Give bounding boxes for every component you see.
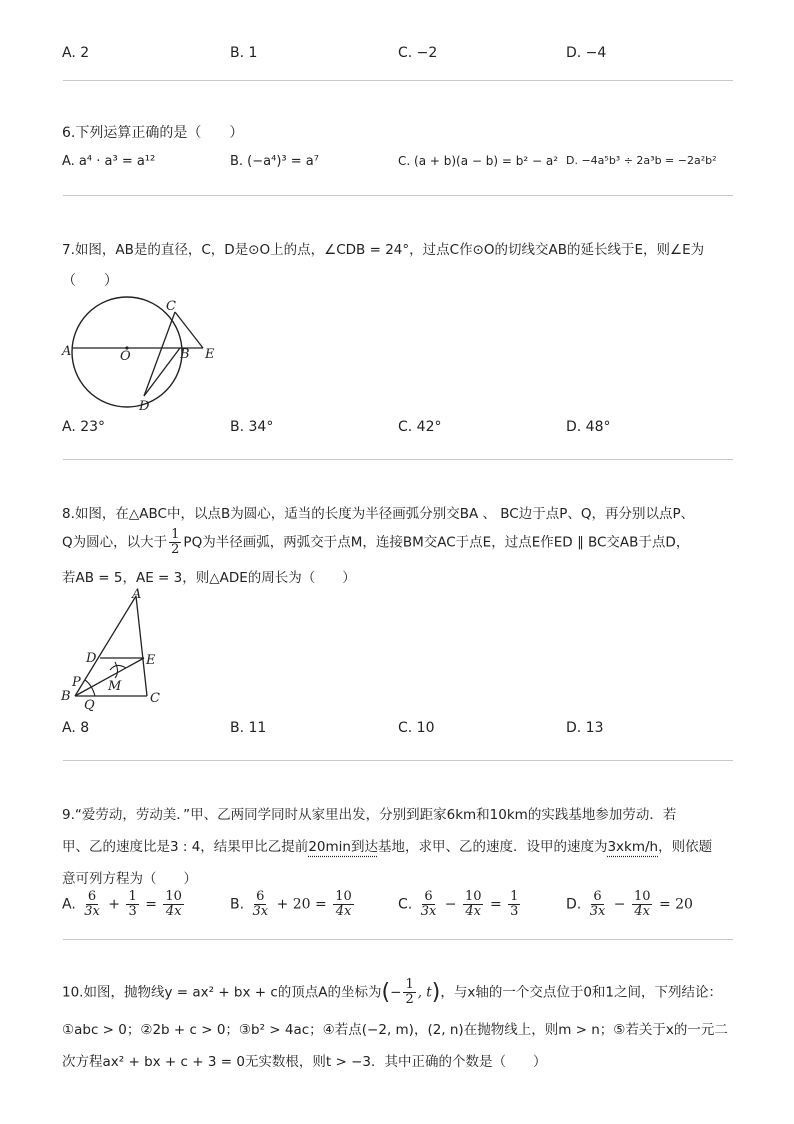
q6-option-a: A. a⁴ · a³ = a¹² xyxy=(62,154,156,169)
q10-frac-den: 2 xyxy=(405,992,414,1007)
q9-option-d: D. $\frac{6}{3x}$ − $\frac{10}{4x}$ = 20 xyxy=(566,889,693,919)
q8-option-d: D. 13 xyxy=(566,720,604,736)
q7-stem-line1: 7.如图，AB是的直径，C，D是⊙O上的点，∠CDB = 24°，过点C作⊙O的切线交AB的延长线于E，则∠E为 xyxy=(62,242,705,258)
q8-stem-line3: 若AB = 5，AE = 3，则△ADE的周长为（ ） xyxy=(62,570,356,586)
q6-option-c: C. (a + b)(a − b) = b² − a² xyxy=(398,154,559,168)
q8-label-c: C xyxy=(150,691,160,706)
q9-stem-line2 xyxy=(62,835,712,855)
q9-stem-line1: 9.“爱劳动，劳动美．”甲、乙两同学同时从家里出发，分别到距家6km和10km的实践基地参加劳动．若 xyxy=(62,807,677,823)
q10-stem-line3: 次方程ax² + bx + c + 3 = 0无实数根，则t > −3．其中正确的个数是（ ） xyxy=(62,1054,547,1070)
q8-triangle-figure xyxy=(60,588,170,713)
q8-fraction xyxy=(169,528,181,557)
divider xyxy=(63,80,733,81)
q6-option-d: D. −4a⁵b³ ÷ 2a³b = −2a²b² xyxy=(566,154,717,167)
q9-stem-line3: 意可列方程为（ ） xyxy=(62,871,197,887)
q10-stem-line2: ①abc > 0；②2b + c > 0；③b² > 4ac；④若点(−2, m)，(2, n)在抛物线上，则m > n；⑤若关于x的一元二 xyxy=(62,1022,728,1038)
q8-frac-num: 1 xyxy=(171,527,180,542)
q9-option-c: C. $\frac{6}{3x}$ − $\frac{10}{4x}$ = $\frac{1}{3}$ xyxy=(398,889,519,919)
q8-frac-den: 2 xyxy=(171,542,180,557)
q8-label-m: M xyxy=(108,679,122,694)
q10-stem-line1: 10.如图，抛物线y = ax² + bx + c的顶点A的坐标为(− $\frac{1}{2}$ , t)，与x轴的一个交点位于0和1之间，下列结论： xyxy=(62,977,722,1007)
q8-label-d: D xyxy=(86,651,97,666)
q7-label-c: C xyxy=(166,299,176,314)
q7-label-a: A xyxy=(62,344,72,359)
q10-line1-pre: 10.如图，抛物线y = ax² + bx + c的顶点A的坐标为 xyxy=(62,984,382,1001)
q7-option-c: C. 42° xyxy=(398,419,442,435)
q7-option-a: A. 23° xyxy=(62,419,106,435)
q8-label-p: P xyxy=(72,675,81,690)
q7-stem-line2: （ ） xyxy=(62,273,118,289)
q6-option-b: B. (−a⁴)³ = a⁷ xyxy=(230,154,319,169)
q5-option-d: D. −4 xyxy=(566,45,607,61)
divider xyxy=(63,939,733,940)
q8-label-e: E xyxy=(146,653,156,668)
q9-line2-c: 基地，求甲、乙的速度．设甲的速度为 xyxy=(377,839,608,855)
q8-label-b: B xyxy=(61,689,71,704)
q8-option-b: B. 11 xyxy=(230,720,267,736)
q7-label-o: O xyxy=(120,349,131,364)
q6-stem: 6.下列运算正确的是（ ） xyxy=(62,125,244,141)
q7-circle-figure xyxy=(62,296,222,416)
q9-line2-a: 甲、乙的速度比是3 : 4，结果甲比乙提前 xyxy=(62,839,309,855)
q7-label-d: D xyxy=(139,399,150,414)
q9-line2-b: 20min到达 xyxy=(308,839,378,855)
divider xyxy=(63,195,733,196)
q10-frac-num: 1 xyxy=(405,977,414,992)
q8-label-a: A xyxy=(132,587,142,602)
q10-line1-post: ，与x轴的一个交点位于0和1之间，下列结论： xyxy=(440,984,722,1001)
q8-option-a: A. 8 xyxy=(62,720,90,736)
q5-option-b: B. 1 xyxy=(230,45,258,61)
divider xyxy=(63,760,733,761)
q9-line2-e: ，则依题 xyxy=(658,839,713,855)
q5-option-a: A. 2 xyxy=(62,45,90,61)
q9-option-a: A. $\frac{6}{3x}$ + $\frac{1}{3}$ = $\frac{10}{4x}$ xyxy=(62,889,182,919)
q9-option-b: B. $\frac{6}{3x}$ + 20 = $\frac{10}{4x}$ xyxy=(230,889,352,919)
q8-label-q: Q xyxy=(84,698,95,713)
q7-label-e: E xyxy=(205,347,215,362)
q8-line2-post: PQ为半径画弧，两弧交于点M，连接BM交AC于点E，过点E作ED ∥ BC交AB于点D， xyxy=(183,534,690,551)
q9-line2-d: 3xkm/h xyxy=(607,839,659,855)
q7-option-d: D. 48° xyxy=(566,419,611,435)
q8-stem-line1: 8.如图，在△ABC中，以点B为圆心，适当的长度为半径画弧分别交BA 、 BC边于点P、Q，再分别以点P、 xyxy=(62,506,695,522)
q7-label-b: B xyxy=(180,347,190,362)
q8-line2-pre: Q为圆心，以大于 xyxy=(62,534,168,551)
divider xyxy=(63,459,733,460)
q7-option-b: B. 34° xyxy=(230,419,274,435)
q8-stem-line2 xyxy=(62,528,689,557)
q8-option-c: C. 10 xyxy=(398,720,435,736)
q5-option-c: C. −2 xyxy=(398,45,438,61)
